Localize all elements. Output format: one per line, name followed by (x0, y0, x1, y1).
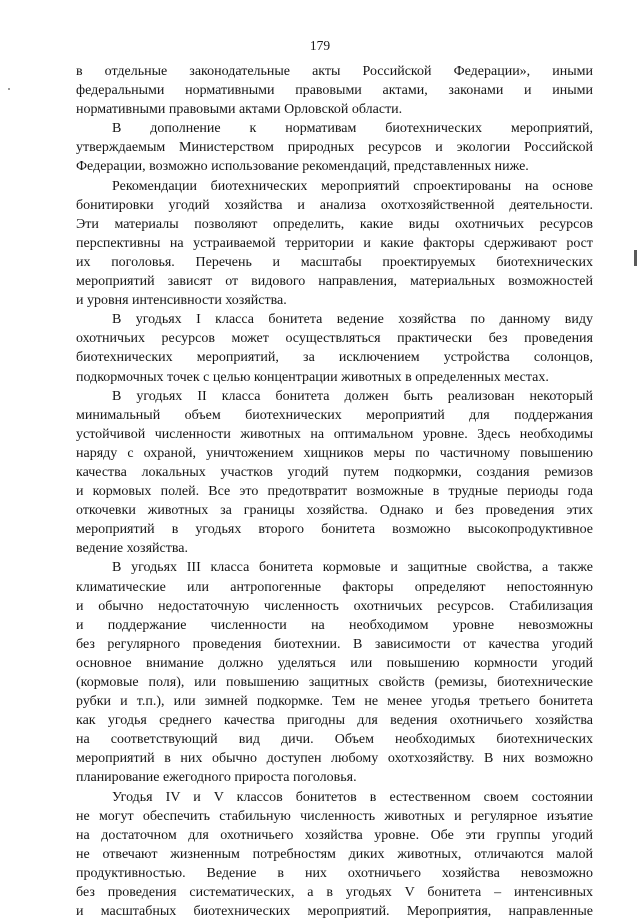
text-line: бонитировки угодий хозяйства и анализа охотхозяйственной деятельности. (76, 197, 593, 213)
text-line: наряду с охраной, уничтожением хищников меры по частичному повышению (76, 445, 593, 461)
text-line: на соответствующий вид дичи. Объем необходимых биотехнических (76, 732, 593, 748)
text-line: рубки и т.п.), или зимней подкормке. Тем не менее угодья третьего бонитета (76, 694, 593, 710)
text-line: климатические или антропогенные факторы определяют непостоянную (76, 579, 593, 595)
text-line: без проведения систематических, а в угодьях V бонитета – интенсивных (76, 885, 593, 901)
scan-artifact (8, 88, 10, 90)
text-line: минимальный объем биотехнических мероприятий для поддержания (76, 407, 593, 423)
text-line: основное внимание должно уделяться или повышению кормности угодий (76, 655, 593, 671)
text-line: Эти материалы позволяют определить, какие виды охотничьих ресурсов (76, 216, 593, 232)
text-line: их поголовья. Перечень и масштабы проектируемых биотехнических (76, 254, 593, 270)
text-line: Угодья IV и V классов бонитетов в естественном своем состоянии (112, 789, 593, 805)
text-line: В угодьях III класса бонитета кормовые и защитные свойства, а также (112, 560, 593, 576)
paragraph (76, 119, 593, 176)
text-line: не могут обеспечить стабильную численность животных и регулярное изъятие (76, 808, 593, 824)
paragraph (76, 62, 593, 119)
text-line: мероприятий в угодьях второго бонитета возможно высокопродуктивное (76, 522, 593, 538)
text-line: и уровня интенсивности хозяйства. (76, 293, 287, 309)
paragraph (76, 310, 593, 386)
text-line: ведение хозяйства. (76, 541, 188, 557)
text-line: как угодья среднего качества пригодны для ведения охотничьего хозяйства (76, 713, 593, 729)
text-line: на достаточном для охотничьего хозяйства уровне. Обе эти группы угодий (76, 827, 593, 843)
text-line: нормативными правовыми актами Орловской области. (76, 102, 403, 118)
text-line: Рекомендации биотехнических мероприятий спроектированы на основе (112, 178, 593, 194)
text-line: не отвечают жизненным потребностям диких животных, отличаются малой (76, 846, 593, 862)
page-number: 179 (309, 38, 331, 53)
text-line: без регулярного проведения биотехнии. В зависимости от качества угодий (76, 636, 593, 652)
text-line: и кормовых полей. Все это предотвратит возможные в трудные периоды года (76, 484, 593, 500)
text-line: федеральными нормативными правовыми актами, законами и иными (76, 83, 593, 99)
text-line: продуктивностью. Ведение в них охотничьего хозяйства невозможно (76, 865, 593, 881)
paragraph (76, 177, 593, 311)
text-line: и поддержание численности на необходимом уровне невозможны (76, 617, 593, 633)
text-line: и масштабных биотехнических мероприятий. Мероприятия, направленные (76, 904, 593, 920)
text-line: устойчивой численности животных на оптимальном уровне. Здесь необходимы (76, 426, 593, 442)
body-text (76, 62, 593, 921)
text-line: (кормовые поля), или повышению защитных свойств (ремизы, биотехнические (76, 675, 593, 690)
text-line: охотничьих ресурсов может осуществляться практически без проведения (76, 331, 593, 347)
text-line: планирование ежегодного прироста поголовья. (76, 770, 357, 786)
text-line: и обычно недостаточную численность охотничьих ресурсов. Стабилизация (76, 598, 593, 614)
text-line: откочевки животных за границы хозяйства. Однако и без проведения этих (76, 503, 593, 519)
text-line: В угодьях I класса бонитета ведение хозяйства по данному виду (112, 312, 593, 328)
text-line: подкормочных точек с целью концентрации животных в определенных местах. (76, 369, 549, 385)
text-line: утверждаемым Министерством природных ресурсов и экологии Российской (76, 140, 593, 156)
scan-artifact (634, 250, 637, 266)
text-line: В дополнение к нормативам биотехнических мероприятий, (112, 121, 593, 137)
text-line: в отдельные законодательные акты Российской Федерации», иными (76, 64, 593, 79)
text-line: мероприятий в них обычно доступен любому охотхозяйству. В них возможно (76, 751, 593, 767)
text-line: биотехнических мероприятий, за исключением устройства солонцов, (76, 350, 593, 366)
text-line: перспективны на устраиваемой территории и какие факторы сдерживают рост (76, 235, 593, 251)
text-line: качества локальных участков угодий путем подкормки, создания ремизов (76, 464, 593, 480)
text-line: В угодьях II класса бонитета должен быть реализован некоторый (112, 388, 593, 404)
text-line: Федерации, возможно использование рекомендаций, представленных ниже. (76, 159, 529, 175)
paragraph (76, 788, 593, 921)
paragraph (76, 387, 593, 559)
paragraph (76, 558, 593, 787)
text-line: мероприятий зависят от видового направления, материальных возможностей (76, 274, 593, 290)
